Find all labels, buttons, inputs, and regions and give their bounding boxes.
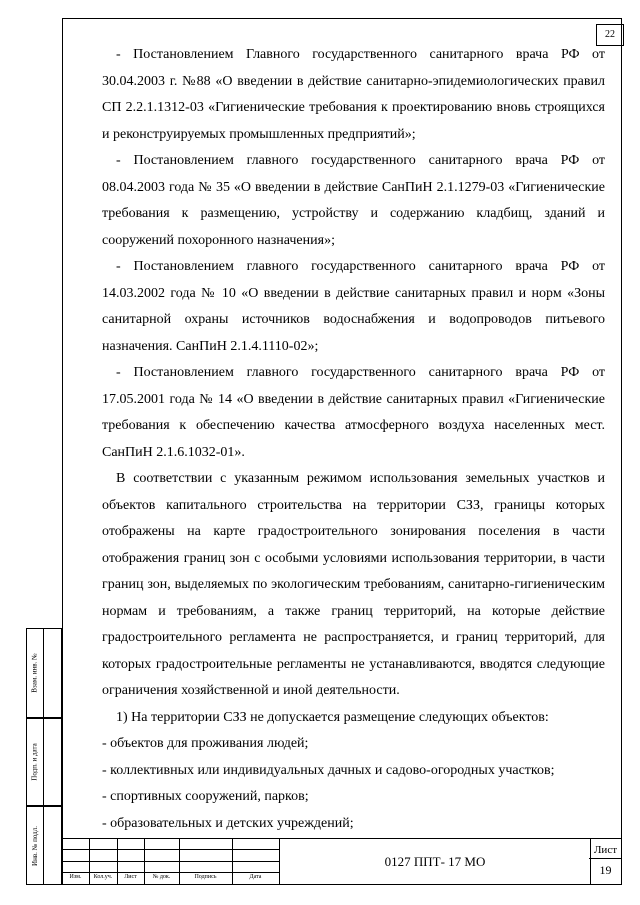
col-signature: Подпись bbox=[194, 874, 217, 880]
sheet-label: Лист bbox=[593, 844, 618, 856]
col-sheet: Лист bbox=[124, 874, 137, 880]
col-doc-number: № док. bbox=[152, 874, 171, 880]
paragraph-5: В соответствии с указанным режимом использования земельных участков и объектов капитального строительства на территории СЗЗ, границы которых отображены на карте градостроительного зонирования поселения в части отображения границ зон с особыми условиями использования территории, в части границ зон, выделяемых по экологическим требованиям, санитарно-гигиеническим нормам и требованиям, а также границ территорий, на которые действие градостроительного регламента не распространяется, и границ территорий, для которых градостроительные регламенты не устанавливаются, вводятся следующие ограничения хозяйственной и иной деятельности. bbox=[102, 471, 605, 698]
list-item-2: - коллективных или индивидуальных дачных и садово-огородных участков; bbox=[102, 762, 555, 778]
page-number: 22 bbox=[596, 24, 624, 46]
paragraph-3: - Постановлением главного государственного санитарного врача РФ от 14.03.2002 года № 10 «О введении в действие санитарных правил и норм «Зоны санитарной охраны источников водоснабжения и водопроводов питьевого назначения. СанПиН 2.1.4.1110-02»; bbox=[102, 259, 605, 354]
list-item-4: - образовательных и детских учреждений; bbox=[102, 815, 354, 831]
col-change: Изм. bbox=[69, 874, 82, 880]
list-item-1: - объектов для проживания людей; bbox=[102, 736, 309, 751]
side-cell-signature bbox=[26, 718, 62, 806]
paragraph-6: 1) На территории СЗЗ не допускается размещение следующих объектов: bbox=[116, 709, 549, 725]
sheet-number: 19 bbox=[599, 863, 612, 877]
side-label-inventory: Инв. № подл. bbox=[31, 825, 40, 866]
title-block bbox=[62, 838, 622, 885]
paragraph-2: - Постановлением главного государственного санитарного врача РФ от 08.04.2003 года № 35 «О введении в действие СанПиН 2.1.1279-03 «Гигиенические требования к размещению, устройству и содержанию кладбищ, зданий и сооружений похоронного назначения»; bbox=[102, 153, 605, 248]
side-label-signature: Подп. и дата bbox=[31, 743, 39, 781]
paragraph-4: - Постановлением главного государственного санитарного врача РФ от 17.05.2001 года № 14 «О введении в действие санитарных правил «Гигиенические требования к обеспечению качества атмосферного воздуха населенных мест. СанПиН 2.1.6.1032-01». bbox=[102, 365, 605, 460]
col-count: Кол.уч. bbox=[93, 874, 113, 880]
revision-table bbox=[62, 838, 279, 885]
side-cell-inventory bbox=[26, 806, 62, 885]
document-code: 0127 ППТ- 17 МО bbox=[279, 838, 591, 885]
document-body bbox=[102, 42, 605, 837]
side-cell-replacement bbox=[26, 628, 62, 718]
paragraph-1: - Постановлением Главного государственного санитарного врача РФ от 30.04.2003 г. №88 «О введении в действие санитарно-эпидемиологических правил СП 2.2.1.1312-03 «Гигиенические требования к проектированию вновь строящихся и реконструируемых промышленных предприятий»; bbox=[102, 47, 605, 142]
list-item-3: - спортивных сооружений, парков; bbox=[102, 789, 309, 804]
col-date: Дата bbox=[249, 874, 262, 880]
side-label-replacement: Взам. инв. № bbox=[31, 653, 40, 693]
